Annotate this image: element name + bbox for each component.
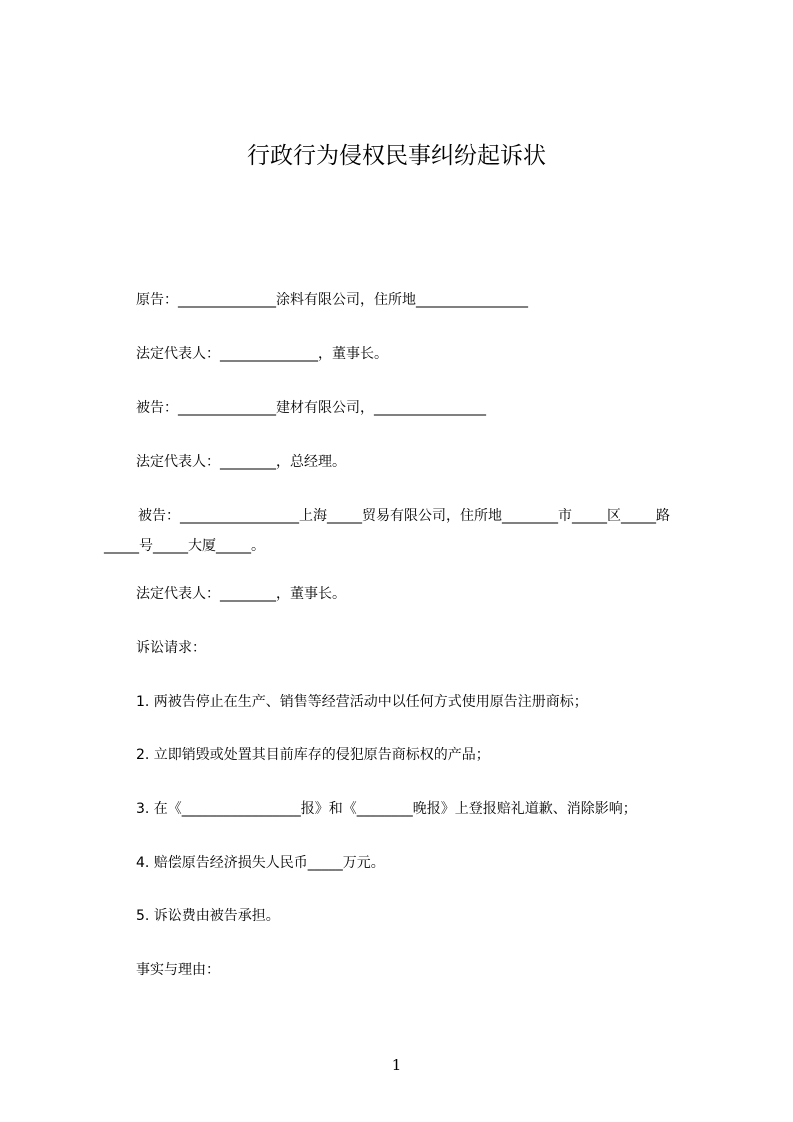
- defendant-1-line: 被告：______________建材有限公司，________________: [136, 400, 486, 416]
- plaintiff-representative-line: 法定代表人：______________，董事长。: [136, 346, 388, 362]
- plaintiff-line: 原告：______________涂料有限公司，住所地________________: [136, 292, 528, 308]
- claim-item-1: 1. 两被告停止在生产、销售等经营活动中以任何方式使用原告注册商标；: [136, 694, 588, 710]
- claim-item-2: 2. 立即销毁或处置其目前库存的侵犯原告商标权的产品；: [136, 747, 490, 763]
- facts-heading: 事实与理由：: [136, 962, 220, 978]
- defendant-2-representative-line: 法定代表人：________，董事长。: [136, 586, 346, 602]
- defendant-2-line: 被告：_________________上海_____贸易有限公司，住所地________市_____区_____路_____号_____大厦_____。: [104, 508, 670, 554]
- page-title: 行政行为侵权民事纠纷起诉状: [247, 143, 546, 169]
- claim-item-3: 3. 在《_________________报》和《________晚报》上登报赔礼道歉、消除影响；: [136, 801, 637, 817]
- page-number: 1: [391, 1056, 402, 1074]
- claims-heading: 诉讼请求：: [136, 640, 206, 656]
- claim-item-4: 4. 赔偿原告经济损失人民币_____万元。: [136, 855, 385, 871]
- defendant-1-representative-line: 法定代表人：________，总经理。: [136, 454, 346, 470]
- claim-item-5: 5. 诉讼费由被告承担。: [136, 908, 280, 924]
